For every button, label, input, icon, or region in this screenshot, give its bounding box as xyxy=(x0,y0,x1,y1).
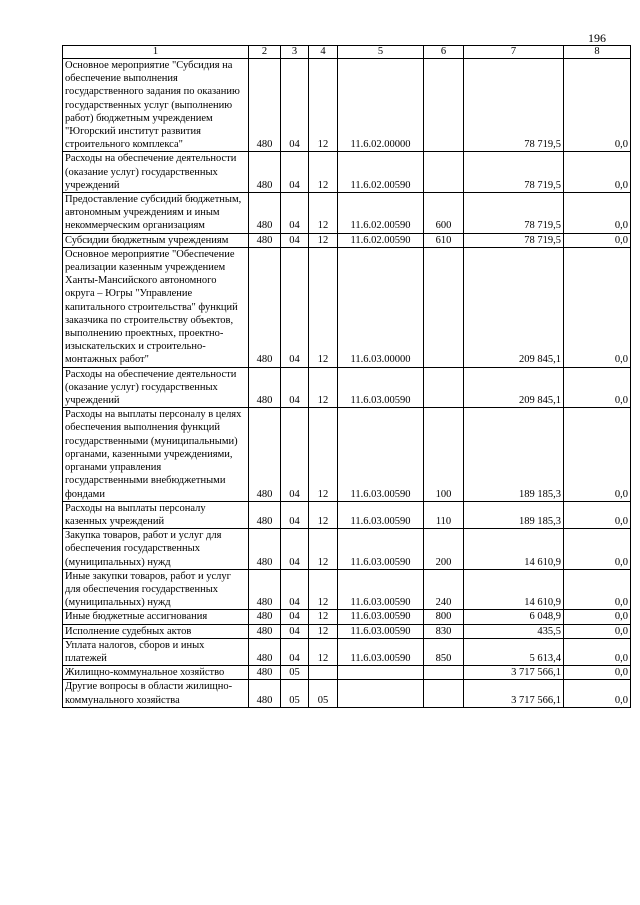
row-value-cell: 12 xyxy=(309,59,338,152)
row-value-cell: 5 613,4 xyxy=(464,638,564,665)
table-row xyxy=(63,569,631,610)
row-value-cell: 04 xyxy=(281,233,309,247)
header-cell: 1 xyxy=(63,46,249,59)
row-name-cell: Жилищно-коммунальное хозяйство xyxy=(63,666,249,680)
row-value-cell: 189 185,3 xyxy=(464,408,564,501)
row-value-cell xyxy=(424,247,464,367)
row-value-cell: 600 xyxy=(424,193,464,234)
row-value-cell: 78 719,5 xyxy=(464,193,564,234)
row-value-cell: 480 xyxy=(249,193,281,234)
row-value-cell: 480 xyxy=(249,408,281,501)
row-value-cell: 3 717 566,1 xyxy=(464,680,564,707)
row-value-cell: 435,5 xyxy=(464,624,564,638)
row-value-cell: 05 xyxy=(281,666,309,680)
row-value-cell: 12 xyxy=(309,529,338,570)
row-name-cell: Исполнение судебных актов xyxy=(63,624,249,638)
row-value-cell: 04 xyxy=(281,59,309,152)
row-value-cell: 480 xyxy=(249,367,281,408)
page-number: 196 xyxy=(588,31,606,45)
row-value-cell: 0,0 xyxy=(564,408,631,501)
row-value-cell: 3 717 566,1 xyxy=(464,666,564,680)
row-value-cell: 610 xyxy=(424,233,464,247)
row-value-cell: 0,0 xyxy=(564,193,631,234)
row-value-cell: 200 xyxy=(424,529,464,570)
row-value-cell: 12 xyxy=(309,247,338,367)
header-cell: 2 xyxy=(249,46,281,59)
row-name-cell: Расходы на выплаты персоналу казенных учреждений xyxy=(63,501,249,528)
row-value-cell xyxy=(424,666,464,680)
row-value-cell: 480 xyxy=(249,59,281,152)
row-value-cell: 0,0 xyxy=(564,666,631,680)
row-value-cell: 04 xyxy=(281,529,309,570)
row-value-cell: 6 048,9 xyxy=(464,610,564,624)
row-value-cell: 11.6.03.00590 xyxy=(338,501,424,528)
row-value-cell xyxy=(338,680,424,707)
row-value-cell: 04 xyxy=(281,610,309,624)
table-row xyxy=(63,680,631,707)
row-value-cell: 12 xyxy=(309,624,338,638)
row-value-cell: 11.6.03.00590 xyxy=(338,638,424,665)
row-value-cell: 0,0 xyxy=(564,610,631,624)
row-name-cell: Другие вопросы в области жилищно-коммунального хозяйства xyxy=(63,680,249,707)
table-row xyxy=(63,610,631,624)
row-value-cell: 04 xyxy=(281,247,309,367)
header-cell: 3 xyxy=(281,46,309,59)
row-value-cell: 11.6.03.00590 xyxy=(338,529,424,570)
table-row xyxy=(63,666,631,680)
row-value-cell: 11.6.03.00590 xyxy=(338,367,424,408)
row-value-cell: 850 xyxy=(424,638,464,665)
row-value-cell xyxy=(309,666,338,680)
row-value-cell: 0,0 xyxy=(564,529,631,570)
row-value-cell: 04 xyxy=(281,408,309,501)
table-row xyxy=(63,59,631,152)
row-value-cell: 189 185,3 xyxy=(464,501,564,528)
row-value-cell: 05 xyxy=(309,680,338,707)
row-name-cell: Закупка товаров, работ и услуг для обеспечения государственных (муниципальных) нужд xyxy=(63,529,249,570)
table-row xyxy=(63,152,631,193)
row-value-cell: 78 719,5 xyxy=(464,152,564,193)
table-row xyxy=(63,501,631,528)
row-value-cell: 11.6.03.00590 xyxy=(338,624,424,638)
header-cell: 8 xyxy=(564,46,631,59)
header-cell: 7 xyxy=(464,46,564,59)
row-name-cell: Предоставление субсидий бюджетным, автономным учреждениям и иным некоммерческим организациям xyxy=(63,193,249,234)
row-value-cell: 12 xyxy=(309,193,338,234)
row-value-cell: 04 xyxy=(281,501,309,528)
table-row xyxy=(63,638,631,665)
row-value-cell: 11.6.02.00000 xyxy=(338,59,424,152)
row-value-cell: 04 xyxy=(281,569,309,610)
row-name-cell: Расходы на обеспечение деятельности (оказание услуг) государственных учреждений xyxy=(63,367,249,408)
row-value-cell: 11.6.03.00590 xyxy=(338,408,424,501)
table-row xyxy=(63,367,631,408)
row-value-cell: 480 xyxy=(249,152,281,193)
row-name-cell: Уплата налогов, сборов и иных платежей xyxy=(63,638,249,665)
row-value-cell: 480 xyxy=(249,247,281,367)
row-value-cell: 0,0 xyxy=(564,233,631,247)
header-cell: 6 xyxy=(424,46,464,59)
table-row xyxy=(63,193,631,234)
row-value-cell: 11.6.03.00000 xyxy=(338,247,424,367)
row-value-cell: 480 xyxy=(249,501,281,528)
row-value-cell: 209 845,1 xyxy=(464,247,564,367)
row-value-cell: 04 xyxy=(281,152,309,193)
row-value-cell: 0,0 xyxy=(564,501,631,528)
row-value-cell: 800 xyxy=(424,610,464,624)
header-cell: 4 xyxy=(309,46,338,59)
row-value-cell: 12 xyxy=(309,610,338,624)
row-value-cell: 04 xyxy=(281,638,309,665)
row-value-cell: 480 xyxy=(249,233,281,247)
row-value-cell: 480 xyxy=(249,610,281,624)
row-value-cell: 12 xyxy=(309,501,338,528)
row-value-cell: 0,0 xyxy=(564,569,631,610)
row-name-cell: Иные бюджетные ассигнования xyxy=(63,610,249,624)
row-value-cell: 0,0 xyxy=(564,680,631,707)
row-value-cell: 14 610,9 xyxy=(464,529,564,570)
row-value-cell xyxy=(424,367,464,408)
row-value-cell: 0,0 xyxy=(564,367,631,408)
table-row xyxy=(63,529,631,570)
row-value-cell: 0,0 xyxy=(564,247,631,367)
table-row xyxy=(63,624,631,638)
row-name-cell: Расходы на выплаты персоналу в целях обеспечения выполнения функций государственными (муниципальными) органами, казенными учреждениями, органами управления государственными внебюджетными фондами xyxy=(63,408,249,501)
row-value-cell: 05 xyxy=(281,680,309,707)
row-value-cell: 11.6.02.00590 xyxy=(338,152,424,193)
row-value-cell: 0,0 xyxy=(564,638,631,665)
row-value-cell xyxy=(338,666,424,680)
row-value-cell: 04 xyxy=(281,193,309,234)
row-value-cell: 0,0 xyxy=(564,152,631,193)
row-value-cell: 11.6.03.00590 xyxy=(338,569,424,610)
row-value-cell: 11.6.03.00590 xyxy=(338,610,424,624)
row-value-cell: 11.6.02.00590 xyxy=(338,233,424,247)
row-value-cell: 480 xyxy=(249,680,281,707)
row-value-cell: 830 xyxy=(424,624,464,638)
table-header-row xyxy=(63,46,631,59)
row-value-cell: 100 xyxy=(424,408,464,501)
row-value-cell: 12 xyxy=(309,638,338,665)
row-value-cell: 209 845,1 xyxy=(464,367,564,408)
table-row xyxy=(63,233,631,247)
row-value-cell: 480 xyxy=(249,666,281,680)
budget-table xyxy=(62,45,631,708)
row-value-cell: 0,0 xyxy=(564,624,631,638)
row-value-cell: 12 xyxy=(309,408,338,501)
row-name-cell: Субсидии бюджетным учреждениям xyxy=(63,233,249,247)
row-value-cell: 480 xyxy=(249,569,281,610)
row-value-cell: 0,0 xyxy=(564,59,631,152)
row-value-cell: 110 xyxy=(424,501,464,528)
row-value-cell: 78 719,5 xyxy=(464,233,564,247)
row-value-cell: 12 xyxy=(309,569,338,610)
row-value-cell xyxy=(424,152,464,193)
row-value-cell: 480 xyxy=(249,638,281,665)
row-name-cell: Основное мероприятие "Обеспечение реализации казенным учреждением Ханты-Мансийского автономного округа – Югры "Управление капитального строительства" функций заказчика по строительству объектов, выполнению проектных, проектно-изыскательских и строительно-монтажных работ" xyxy=(63,247,249,367)
row-value-cell: 78 719,5 xyxy=(464,59,564,152)
row-value-cell: 11.6.02.00590 xyxy=(338,193,424,234)
table-row xyxy=(63,247,631,367)
table-row xyxy=(63,408,631,501)
header-cell: 5 xyxy=(338,46,424,59)
row-value-cell: 04 xyxy=(281,367,309,408)
row-value-cell: 04 xyxy=(281,624,309,638)
row-value-cell xyxy=(424,59,464,152)
row-value-cell: 12 xyxy=(309,367,338,408)
row-name-cell: Расходы на обеспечение деятельности (оказание услуг) государственных учреждений xyxy=(63,152,249,193)
row-value-cell: 240 xyxy=(424,569,464,610)
row-value-cell: 14 610,9 xyxy=(464,569,564,610)
row-value-cell xyxy=(424,680,464,707)
row-value-cell: 12 xyxy=(309,233,338,247)
row-name-cell: Основное мероприятие "Субсидия на обеспечение выполнения государственного задания по оказанию государственных услуг (выполнению работ) бюджетным учреждением "Югорский институт развития строительного комплекса" xyxy=(63,59,249,152)
row-value-cell: 12 xyxy=(309,152,338,193)
row-name-cell: Иные закупки товаров, работ и услуг для обеспечения государственных (муниципальных) нужд xyxy=(63,569,249,610)
row-value-cell: 480 xyxy=(249,529,281,570)
row-value-cell: 480 xyxy=(249,624,281,638)
